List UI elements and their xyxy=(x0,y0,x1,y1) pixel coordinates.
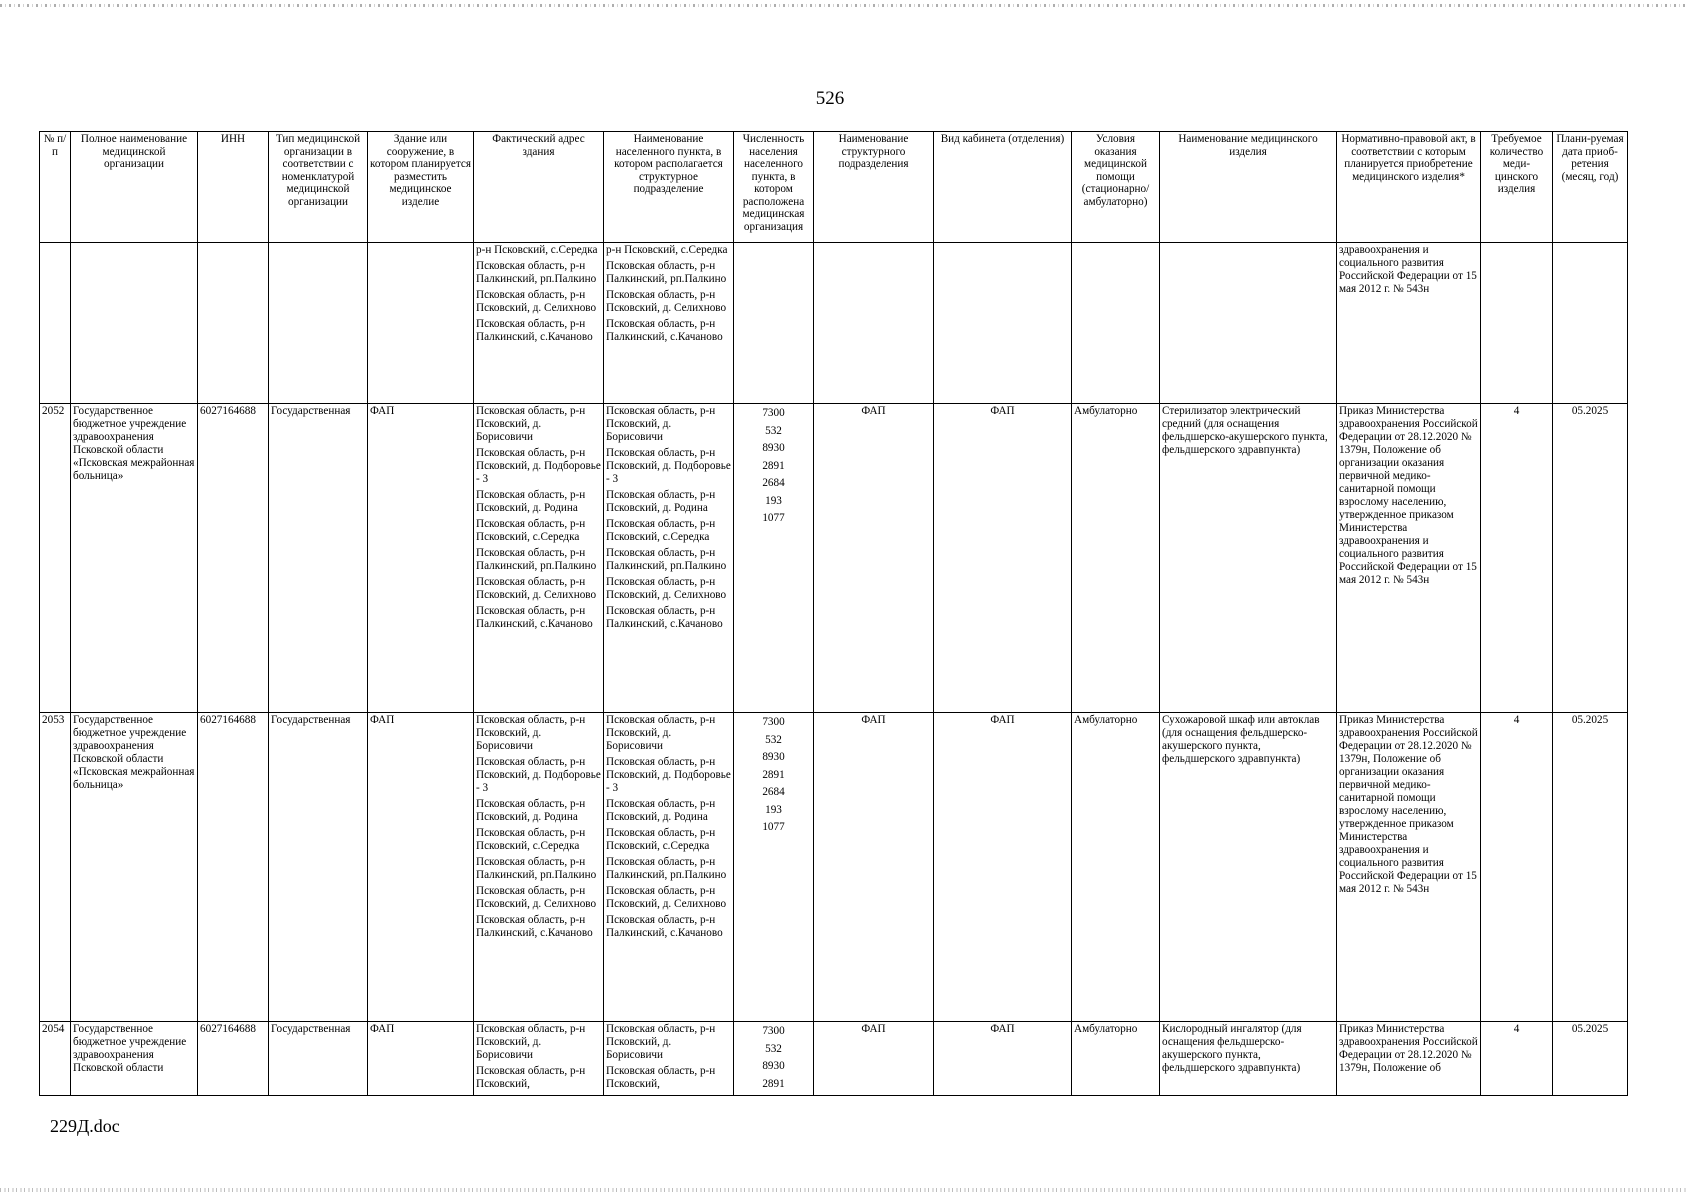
address-item: Псковская область, р-н Палкинский, с.Качаново xyxy=(606,605,723,630)
org-name-cell: Государственное бюджетное учреждение здравоохранения Псковской области xyxy=(71,1022,198,1096)
header-cell: Наименование населенного пункта, в котором располагается структурное подразделение xyxy=(604,132,734,243)
header-cell: Тип медицинской организации в соответствии с номенклатурой медицинской организации xyxy=(269,132,368,243)
device-cell: Стерилизатор электрический средний (для оснащения фельдшерско-акушерского пункта, фельдшерского здравпункта) xyxy=(1160,404,1337,713)
header-cell: Численность населения населенного пункта, в котором расположена медицинская организация xyxy=(734,132,814,243)
registry-table xyxy=(39,131,1628,1096)
population-value: 532 xyxy=(765,1042,782,1055)
date-cell: 05.2025 xyxy=(1553,404,1628,713)
fact-address-cell xyxy=(474,713,604,1022)
settlement-cell xyxy=(604,713,734,1022)
qty-cell: 4 xyxy=(1481,404,1553,713)
row-number: 2054 xyxy=(40,1022,71,1096)
table-row-continuation xyxy=(40,243,1628,404)
org-name-cell: Государственное бюджетное учреждение здравоохранения Псковской области «Псковская межрайонная больница» xyxy=(71,404,198,713)
unit-cell: ФАП xyxy=(814,713,934,1022)
header-cell: Полное наименование медицинской организации xyxy=(71,132,198,243)
settlement-cell xyxy=(604,404,734,713)
address-item: Псковская область, р-н Псковский, д. Подборовье - 3 xyxy=(476,447,601,485)
address-item: Псковская область, р-н Псковский, д. Селихново xyxy=(476,885,597,910)
address-item: Псковская область, р-н Псковский, д. Подборовье - 3 xyxy=(476,756,601,794)
address-item: Псковская область, р-н Псковский, д. Селихново xyxy=(606,885,727,910)
room-cell: ФАП xyxy=(934,1022,1072,1096)
header-row xyxy=(40,132,1628,243)
address-item: Псковская область, р-н Псковский, с.Середка xyxy=(476,827,586,852)
address-item: Псковская область, р-н Псковский, д. Родина xyxy=(476,798,586,823)
address-item: Псковская область, р-н Псковский, д. Борисовичи xyxy=(476,405,586,443)
scan-artifact-bottom xyxy=(0,1188,1686,1192)
org-name-cell: Государственное бюджетное учреждение здравоохранения Псковской области «Псковская межрайонная больница» xyxy=(71,713,198,1022)
population-value: 532 xyxy=(765,733,782,746)
header-cell: Фактический адрес здания xyxy=(474,132,604,243)
address-item: Псковская область, р-н Палкинский, рп.Палкино xyxy=(606,547,727,572)
population-value: 2891 xyxy=(762,768,785,781)
building-cell: ФАП xyxy=(368,1022,474,1096)
address-item: Псковская область, р-н Палкинский, с.Качаново xyxy=(606,318,723,343)
address-item: р-н Псковский, с.Середка xyxy=(606,244,728,256)
inn-cell: 6027164688 xyxy=(198,404,269,713)
unit-cell: ФАП xyxy=(814,1022,934,1096)
header-cell: Плани-руемая дата приоб-ретения (месяц, год) xyxy=(1553,132,1628,243)
document-filename: 229Д.doc xyxy=(50,1116,120,1136)
header-cell: Условия оказания медицинской помощи (стационарно/ амбулаторно) xyxy=(1072,132,1160,243)
org-type-cell: Государственная xyxy=(269,404,368,713)
header-cell: Нормативно-правовой акт, в соответствии с которым планируется приобретение медицинского изделия* xyxy=(1337,132,1481,243)
row-number: 2052 xyxy=(40,404,71,713)
page-number: 526 xyxy=(815,88,845,109)
header-cell: Требуемое количество меди-цинского изделия xyxy=(1481,132,1553,243)
address-item: Псковская область, р-н Палкинский, с.Качаново xyxy=(476,318,593,343)
address-item: р-н Псковский, с.Середка xyxy=(476,244,598,256)
address-item: Псковская область, р-н Псковский, д. Борисовичи xyxy=(606,714,716,752)
header-cell: Наименование структурного подразделения xyxy=(814,132,934,243)
header-cell: Здание или сооружение, в котором планируется разместить медицинское изделие xyxy=(368,132,474,243)
conditions-cell: Амбулаторно xyxy=(1072,713,1160,1022)
address-item: Псковская область, р-н Палкинский, рп.Палкино xyxy=(606,260,727,285)
address-item: Псковская область, р-н Псковский, д. Селихново xyxy=(606,576,727,601)
population-value: 532 xyxy=(765,424,782,437)
population-value: 193 xyxy=(765,494,782,507)
scan-artifact-top xyxy=(0,4,1686,7)
address-item: Псковская область, р-н Палкинский, с.Качаново xyxy=(476,914,593,939)
address-item: Псковская область, р-н Псковский, с.Середка xyxy=(606,827,716,852)
address-item: Псковская область, р-н Псковский, д. Селихново xyxy=(476,289,597,314)
address-item: Псковская область, р-н Псковский, с.Середка xyxy=(476,518,586,543)
org-type-cell: Государственная xyxy=(269,713,368,1022)
address-item: Псковская область, р-н Псковский, д. Подборовье - 3 xyxy=(606,447,731,485)
population-value: 1077 xyxy=(762,821,785,833)
fact-address-cell xyxy=(474,1022,604,1096)
device-cell: Сухожаровой шкаф или автоклав (для оснащения фельдшерско-акушерского пункта, фельдшерского здравпункта) xyxy=(1160,713,1337,1022)
unit-cell: ФАП xyxy=(814,404,934,713)
address-item: Псковская область, р-н Псковский, д. Родина xyxy=(606,489,716,514)
row-number: 2053 xyxy=(40,713,71,1022)
population-value: 2684 xyxy=(762,477,785,489)
legal-act-cell: Приказ Министерства здравоохранения Российской Федерации от 28.12.2020 № 1379н, Положение об организации оказания первичной медико-санитарной помощи взрослому населению, утвержденное приказом Министерства здравоохранения и социального развития Российской Федерации от 15 мая 2012 г. № 543н xyxy=(1337,713,1481,1022)
address-item: Псковская область, р-н Палкинский, рп.Палкино xyxy=(476,547,597,572)
address-item: Псковская область, р-н Псковский, д. Подборовье - 3 xyxy=(606,756,731,794)
inn-cell: 6027164688 xyxy=(198,713,269,1022)
header-cell: ИНН xyxy=(198,132,269,243)
address-item: Псковская область, р-н Псковский, д. Борисовичи xyxy=(476,714,586,752)
fact-address-cell xyxy=(474,243,604,404)
table-row xyxy=(40,713,1628,1022)
population-value: 8930 xyxy=(762,1060,785,1072)
population-value: 2891 xyxy=(762,459,785,472)
population-value: 8930 xyxy=(762,751,785,763)
org-type-cell: Государственная xyxy=(269,1022,368,1096)
legal-act-cell: Приказ Министерства здравоохранения Российской Федерации от 28.12.2020 № 1379н, Положение об xyxy=(1337,1022,1481,1096)
address-item: Псковская область, р-н Палкинский, рп.Палкино xyxy=(476,260,597,285)
room-cell: ФАП xyxy=(934,404,1072,713)
conditions-cell: Амбулаторно xyxy=(1072,404,1160,713)
table-row xyxy=(40,1022,1628,1096)
legal-act-cell: здравоохранения и социального развития Российской Федерации от 15 мая 2012 г. № 543н xyxy=(1337,243,1481,404)
address-item: Псковская область, р-н Палкинский, рп.Палкино xyxy=(476,856,597,881)
address-item: Псковская область, р-н Псковский, д. Борисовичи xyxy=(606,1023,716,1061)
population-value: 7300 xyxy=(762,716,785,728)
qty-cell: 4 xyxy=(1481,1022,1553,1096)
date-cell: 05.2025 xyxy=(1553,1022,1628,1096)
population-value: 193 xyxy=(765,803,782,816)
device-cell: Кислородный ингалятор (для оснащения фельдшерско-акушерского пункта, фельдшерского здравпункта) xyxy=(1160,1022,1337,1096)
address-item: Псковская область, р-н Псковский, д. Селихново xyxy=(476,576,597,601)
population-value: 7300 xyxy=(762,1025,785,1037)
building-cell: ФАП xyxy=(368,713,474,1022)
population-value: 7300 xyxy=(762,407,785,419)
address-item: Псковская область, р-н Псковский, с.Середка xyxy=(606,518,716,543)
population-cell xyxy=(734,404,814,713)
settlement-cell xyxy=(604,243,734,404)
population-cell xyxy=(734,713,814,1022)
address-item: Псковская область, р-н Псковский, д. Родина xyxy=(606,798,716,823)
table-row xyxy=(40,404,1628,713)
population-value: 8930 xyxy=(762,442,785,454)
header-cell: Наименование медицинского изделия xyxy=(1160,132,1337,243)
address-item: Псковская область, р-н Псковский, xyxy=(606,1065,716,1090)
qty-cell: 4 xyxy=(1481,713,1553,1022)
address-item: Псковская область, р-н Псковский, д. Борисовичи xyxy=(476,1023,586,1061)
address-item: Псковская область, р-н Псковский, д. Родина xyxy=(476,489,586,514)
room-cell: ФАП xyxy=(934,713,1072,1022)
header-cell: Вид кабинета (отделения) xyxy=(934,132,1072,243)
population-value: 2684 xyxy=(762,786,785,798)
fact-address-cell xyxy=(474,404,604,713)
address-item: Псковская область, р-н Палкинский, рп.Палкино xyxy=(606,856,727,881)
population-value: 1077 xyxy=(762,512,785,524)
date-cell: 05.2025 xyxy=(1553,713,1628,1022)
address-item: Псковская область, р-н Палкинский, с.Качаново xyxy=(606,914,723,939)
address-item: Псковская область, р-н Псковский, д. Борисовичи xyxy=(606,405,716,443)
address-item: Псковская область, р-н Палкинский, с.Качаново xyxy=(476,605,593,630)
conditions-cell: Амбулаторно xyxy=(1072,1022,1160,1096)
population-value: 2891 xyxy=(762,1077,785,1090)
address-item: Псковская область, р-н Псковский, xyxy=(476,1065,586,1090)
population-cell xyxy=(734,1022,814,1096)
building-cell: ФАП xyxy=(368,404,474,713)
header-cell: № п/п xyxy=(40,132,71,243)
inn-cell: 6027164688 xyxy=(198,1022,269,1096)
settlement-cell xyxy=(604,1022,734,1096)
legal-act-cell: Приказ Министерства здравоохранения Российской Федерации от 28.12.2020 № 1379н, Положение об организации оказания первичной медико-санитарной помощи взрослому населению, утвержденное приказом Министерства здравоохранения и социального развития Российской Федерации от 15 мая 2012 г. № 543н xyxy=(1337,404,1481,713)
address-item: Псковская область, р-н Псковский, д. Селихново xyxy=(606,289,727,314)
